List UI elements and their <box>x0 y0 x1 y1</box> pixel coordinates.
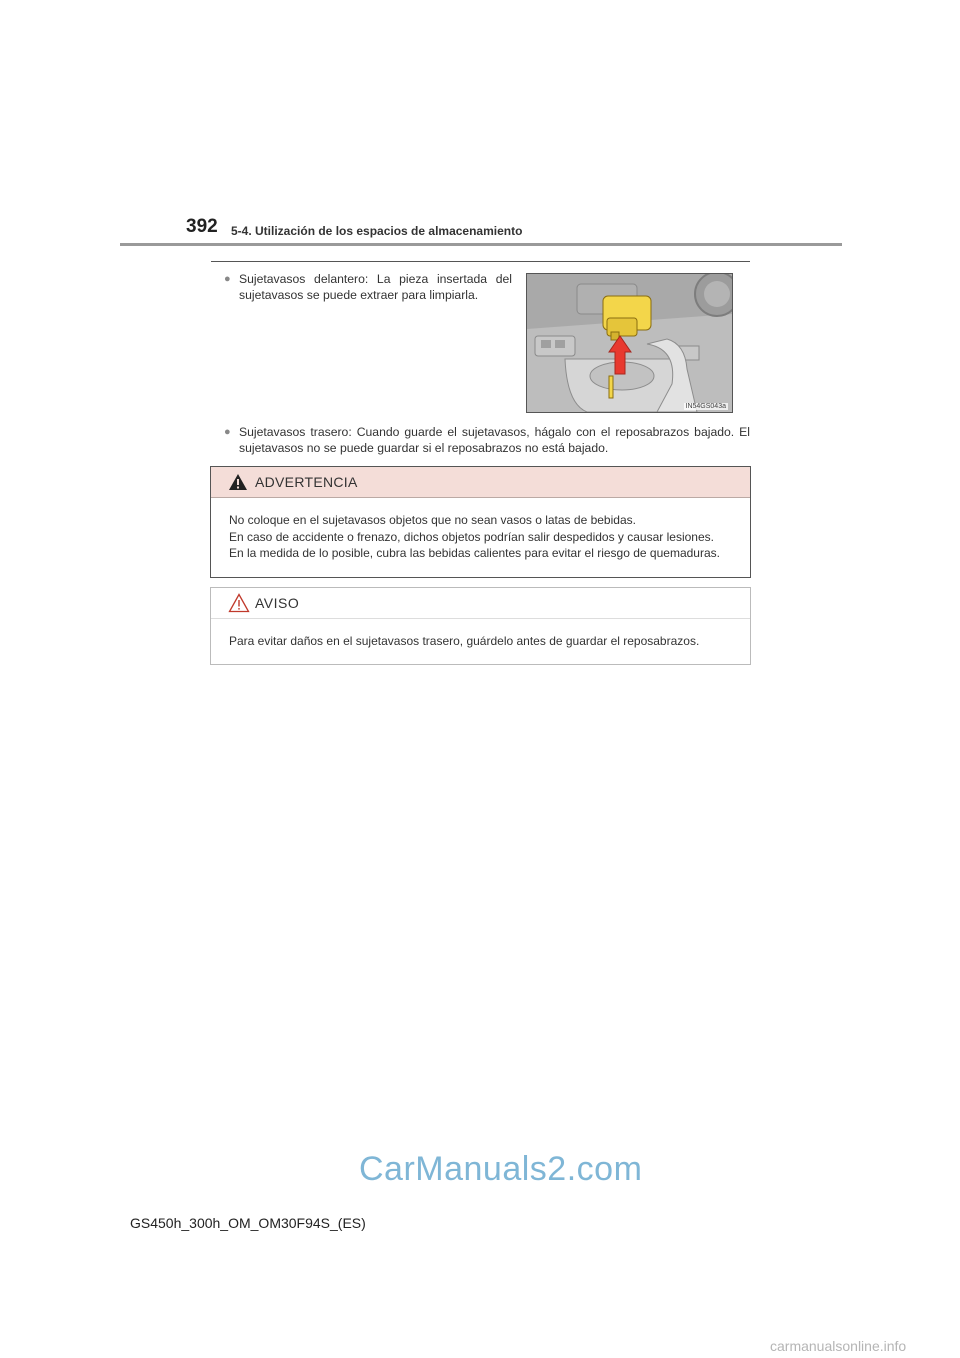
bullet-dot-icon: ● <box>224 426 231 438</box>
watermark-logo: CarManuals2.com <box>359 1150 643 1188</box>
notice-body: Para evitar daños en el sujetavasos trasero, guárdelo antes de guardar el reposabrazos. <box>229 634 700 648</box>
cupholder-illustration <box>526 273 733 413</box>
notice-header <box>211 588 750 619</box>
bullet-rear-cupholder <box>224 424 750 456</box>
content-top-divider <box>211 261 750 262</box>
warning-header <box>211 467 750 498</box>
warning-line: No coloque en el sujetavasos objetos que no sean vasos o latas de bebidas. <box>229 513 636 527</box>
warning-line: En la medida de lo posible, cubra las bebidas calientes para evitar el riesgo de quemaduras. <box>229 546 720 560</box>
bullet-dot-icon: ● <box>224 273 231 285</box>
warning-body <box>211 498 750 562</box>
notice-triangle-icon <box>228 593 250 618</box>
bullet-text: Sujetavasos delantero: La pieza insertada del sujetavasos se puede extraer para limpiarla. <box>239 272 512 302</box>
console-drawing <box>527 274 732 412</box>
warning-title: ADVERTENCIA <box>255 474 358 490</box>
notice-box <box>210 587 751 665</box>
header-divider <box>120 243 842 246</box>
warning-triangle-icon <box>228 473 248 496</box>
section-title: 5-4. Utilización de los espacios de almacenamiento <box>231 224 523 238</box>
footer-model-code: GS450h_300h_OM_OM30F94S_(ES) <box>130 1215 366 1231</box>
bullet-front-cupholder <box>224 271 512 303</box>
warning-box <box>210 466 751 578</box>
bullet-text: Sujetavasos trasero: Cuando guarde el sujetavasos, hágalo con el reposabrazos bajado. El sujetavasos no se puede guardar si el reposabrazos no está bajado. <box>239 425 750 455</box>
page-number: 392 <box>186 216 218 237</box>
warning-line: En caso de accidente o frenazo, dichos objetos podrían salir despedidos y causar lesiones. <box>229 529 714 544</box>
site-watermark: carmanualsonline.info <box>770 1338 907 1354</box>
figure-code: IN54GS043a <box>685 403 726 410</box>
notice-title: AVISO <box>255 595 300 611</box>
